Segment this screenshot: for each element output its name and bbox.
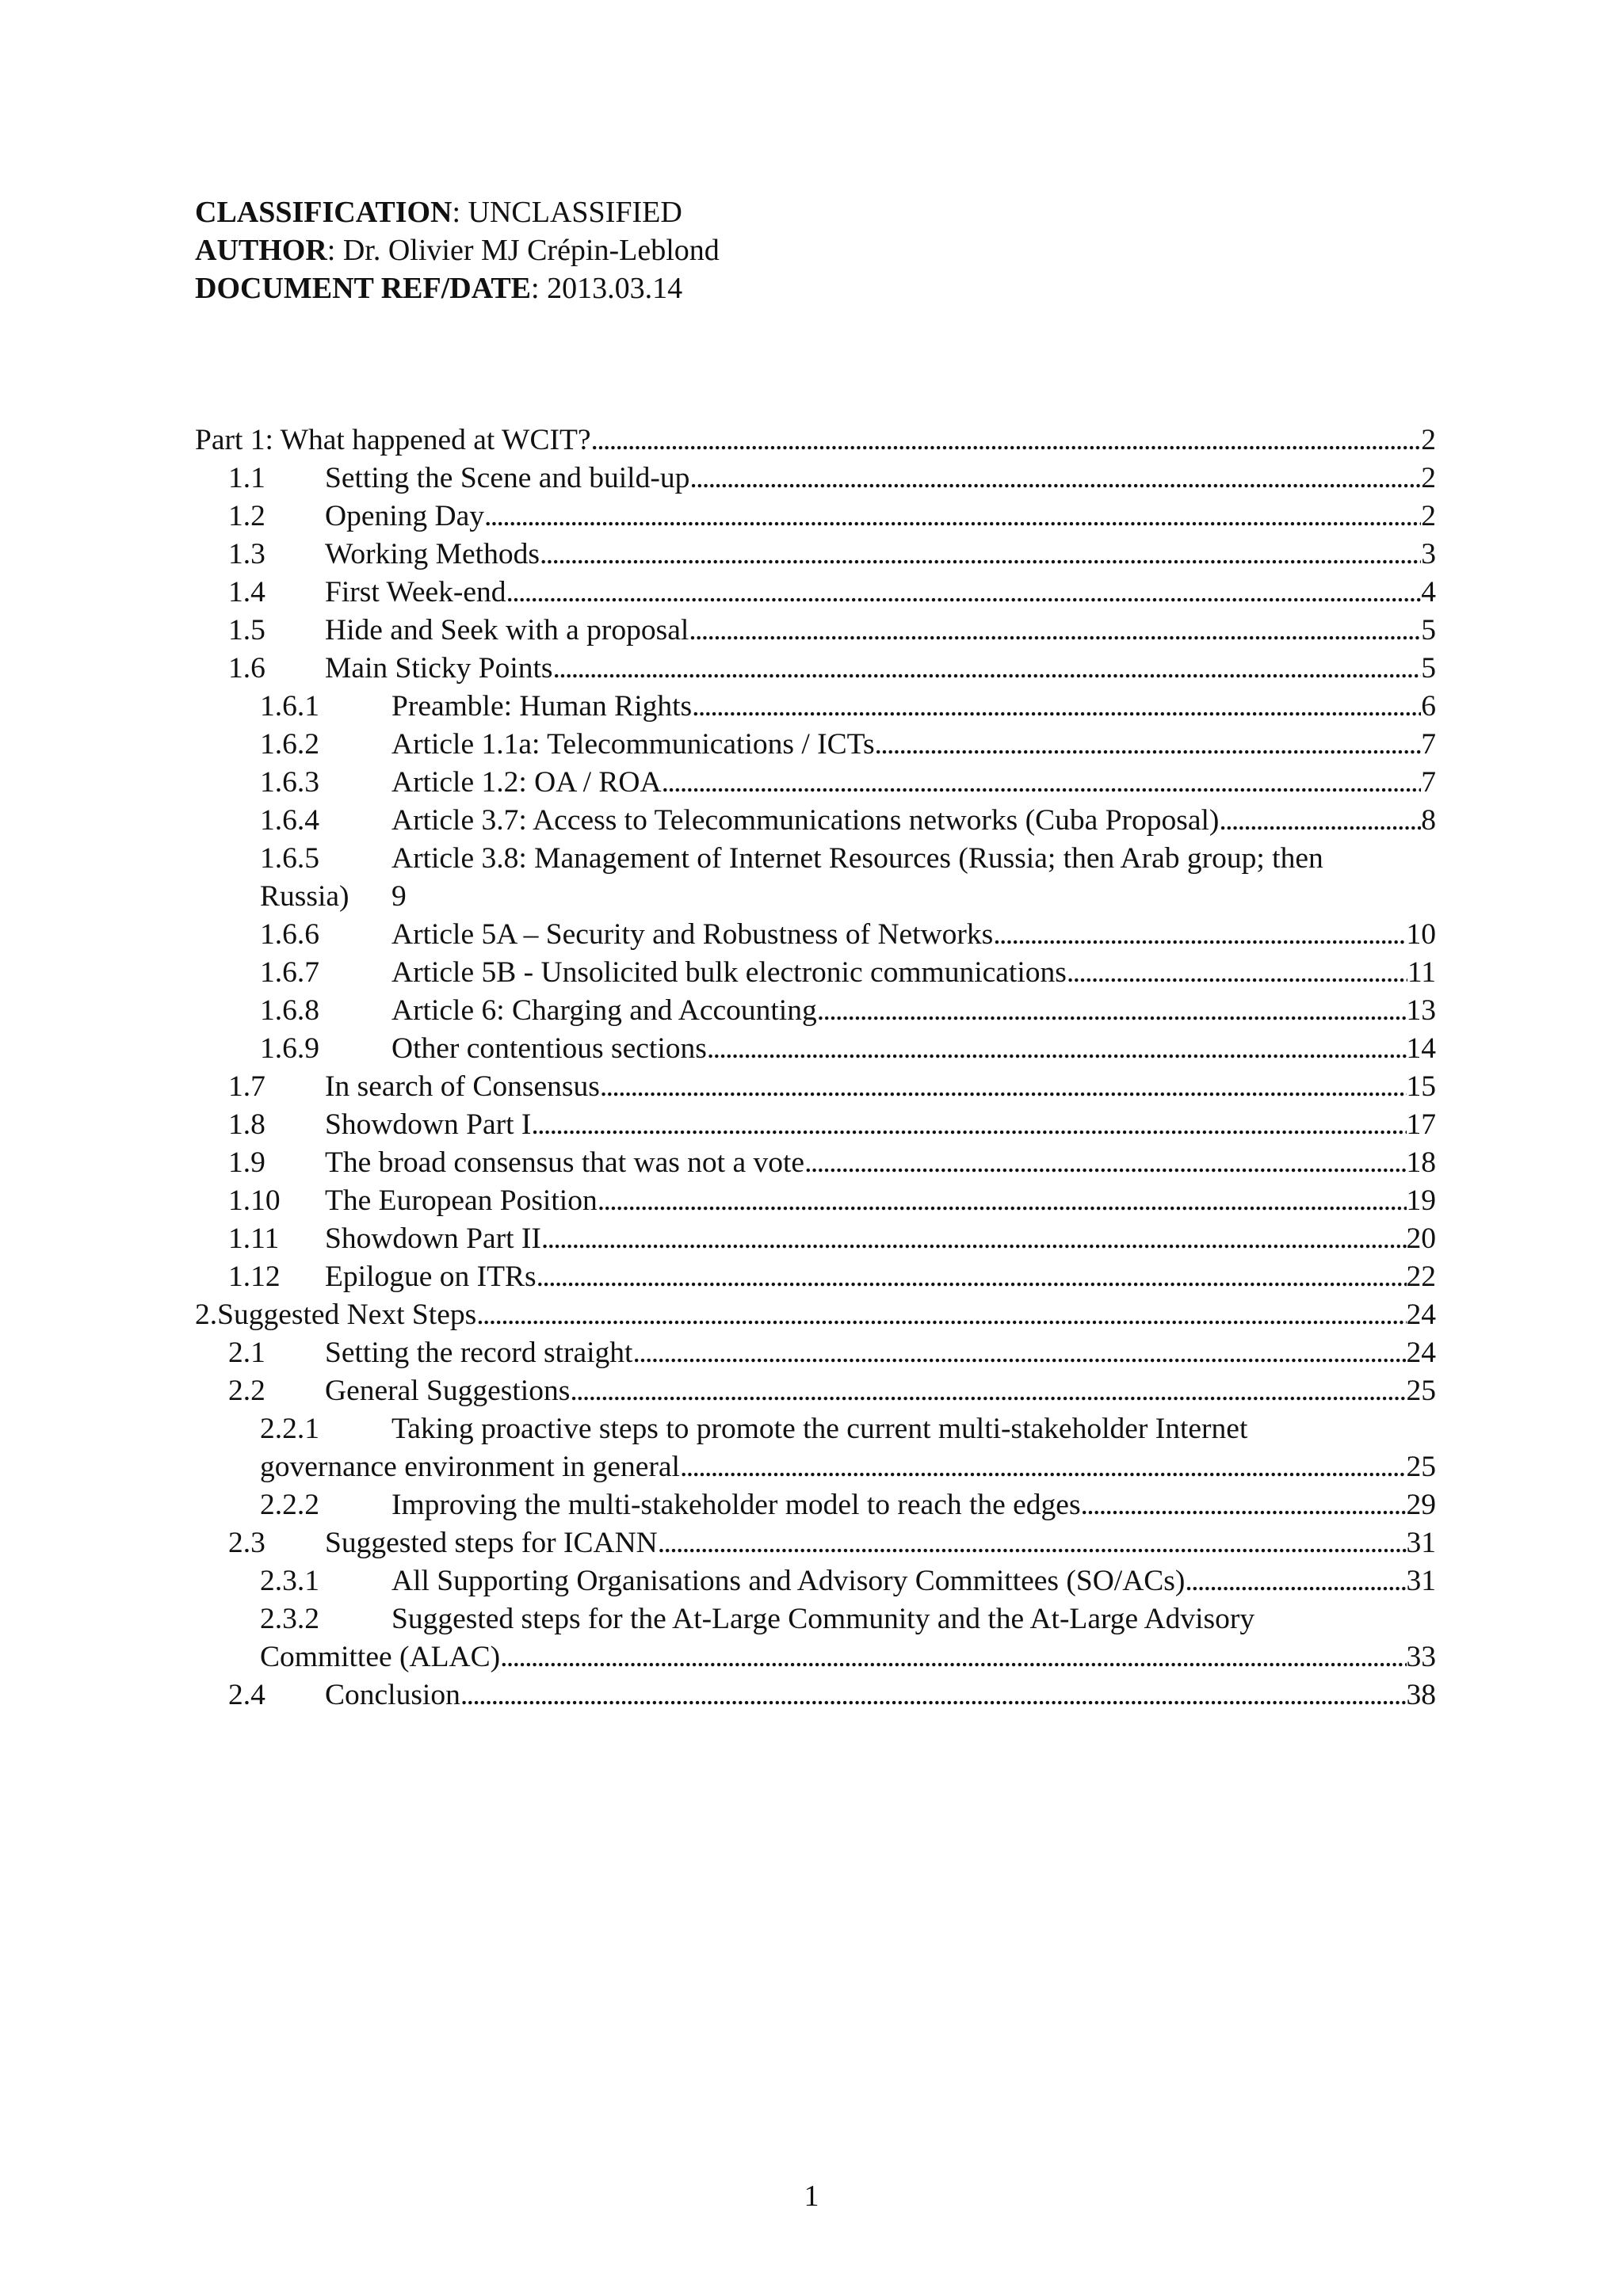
toc-entry-number: 1.2 — [228, 500, 265, 532]
toc-entry-number: 1.5 — [228, 614, 265, 646]
toc-leader — [484, 498, 1421, 536]
toc-entry-page: 4 — [1421, 576, 1436, 608]
toc-entry-continuation[interactable] — [195, 1448, 1436, 1486]
toc-entry-page: 38 — [1406, 1679, 1436, 1711]
toc-leader — [570, 1372, 1406, 1410]
toc-leader — [692, 688, 1421, 726]
toc-entry-continuation[interactable] — [195, 1638, 1436, 1676]
toc-entry-number: 2.1 — [228, 1337, 265, 1369]
toc-entry[interactable] — [195, 916, 1436, 954]
toc-entry[interactable] — [195, 1296, 1436, 1334]
toc-entry-continuation[interactable] — [195, 878, 1436, 916]
toc-entry-number: 1.6 — [228, 652, 265, 685]
toc-entry-page: 31 — [1406, 1527, 1436, 1559]
toc-entry-number: 1.3 — [228, 538, 265, 570]
toc-entry[interactable] — [195, 1144, 1436, 1182]
toc-entry-title: All Supporting Organisations and Advisory Committees (SO/ACs) — [391, 1565, 1186, 1597]
toc-entry[interactable] — [195, 1258, 1436, 1296]
toc-leader — [804, 1144, 1406, 1182]
toc-entry[interactable] — [195, 688, 1436, 726]
toc-entry-number: 1.6.1 — [260, 690, 319, 723]
toc-entry-page: 9 — [391, 880, 407, 913]
toc-leader — [1081, 1486, 1407, 1524]
toc-entry-number: 1.6.5 — [260, 842, 319, 875]
toc-entry-title: Epilogue on ITRs — [325, 1261, 537, 1293]
toc-entry-number: 1.6.8 — [260, 994, 319, 1027]
toc-entry-number: 2.3.1 — [260, 1565, 319, 1597]
toc-entry[interactable] — [195, 460, 1436, 498]
toc-entry-title: The European Position — [325, 1184, 598, 1217]
toc-entry[interactable] — [195, 498, 1436, 536]
toc-entry-title: General Suggestions — [325, 1375, 571, 1407]
toc-leader — [1067, 954, 1407, 992]
toc-entry-title: Setting the Scene and build-up — [325, 462, 690, 494]
toc-entry-title: Article 5B - Unsolicited bulk electronic communications — [391, 956, 1067, 989]
toc-entry-page: 8 — [1421, 804, 1436, 837]
toc-entry-title: First Week-end — [325, 576, 506, 608]
toc-entry-title: Article 6: Charging and Accounting — [391, 994, 817, 1027]
toc-entry[interactable] — [195, 764, 1436, 802]
toc-entry-number: 1.4 — [228, 576, 265, 608]
toc-leader — [591, 421, 1422, 460]
toc-leader — [707, 1030, 1407, 1068]
toc-entry-title: Hide and Seek with a proposal — [325, 614, 689, 646]
toc-entry-number: 1.6.7 — [260, 956, 319, 989]
author-label: AUTHOR — [195, 234, 327, 267]
toc-entry-number: 1.6.3 — [260, 766, 319, 799]
classification-line — [195, 193, 720, 231]
toc-entry[interactable] — [195, 1182, 1436, 1220]
toc-entry-title: Other contentious sections — [391, 1032, 707, 1065]
toc-leader — [1219, 802, 1421, 840]
toc-entry-title: The broad consensus that was not a vote — [325, 1146, 805, 1179]
toc-leader — [658, 1524, 1407, 1562]
toc-entry-title: Taking proactive steps to promote the current multi-stakeholder Internet — [391, 1413, 1248, 1445]
toc-entry[interactable] — [195, 1524, 1436, 1562]
toc-entry-page: 3 — [1421, 538, 1436, 570]
toc-entry[interactable] — [195, 1068, 1436, 1106]
toc-leader — [500, 1638, 1406, 1676]
toc-entry-number: 2.2.2 — [260, 1489, 319, 1521]
toc-entry[interactable] — [195, 726, 1436, 764]
docref-label: DOCUMENT REF/DATE — [195, 272, 532, 305]
toc-entry[interactable] — [195, 1600, 1436, 1638]
toc-entry[interactable] — [195, 1030, 1436, 1068]
toc-leader — [689, 612, 1421, 650]
toc-entry-title: Article 3.8: Management of Internet Resources (Russia; then Arab group; then — [391, 842, 1323, 875]
toc-entry-page: 29 — [1406, 1489, 1436, 1521]
toc-leader — [680, 1448, 1407, 1486]
toc-entry-title: Article 1.1a: Telecommunications / ICTs — [391, 728, 875, 761]
toc-entry-page: 17 — [1406, 1108, 1436, 1141]
toc-entry[interactable] — [195, 650, 1436, 688]
toc-entry-page: 7 — [1421, 766, 1436, 799]
toc-entry-page: 25 — [1406, 1375, 1436, 1407]
toc-entry-number: 1.10 — [228, 1184, 281, 1217]
toc-entry-page: 7 — [1421, 728, 1436, 761]
toc-entry-title: Article 3.7: Access to Telecommunications networks (Cuba Proposal) — [391, 804, 1220, 837]
toc-entry-title: Preamble: Human Rights — [391, 690, 693, 723]
toc-entry-title: Opening Day — [325, 500, 484, 532]
toc-entry[interactable] — [195, 1220, 1436, 1258]
toc-leader — [541, 1220, 1407, 1258]
toc-leader — [817, 992, 1407, 1030]
toc-entry-page: 31 — [1406, 1565, 1436, 1597]
toc-entry-number: 1.6.2 — [260, 728, 319, 761]
toc-leader — [875, 726, 1422, 764]
toc-entry-title: Working Methods — [325, 538, 540, 570]
toc-entry-page: 5 — [1421, 652, 1436, 685]
toc-entry-page: 13 — [1406, 994, 1436, 1027]
toc-entry-title: In search of Consensus — [325, 1070, 600, 1103]
toc-entry-number: 1.6.4 — [260, 804, 319, 837]
toc-entry-number: 2.2 — [228, 1375, 265, 1407]
toc-entry-page: 20 — [1406, 1222, 1436, 1255]
toc-entry-page: 18 — [1406, 1146, 1436, 1179]
toc-leader — [598, 1182, 1407, 1220]
toc-entry[interactable] — [195, 1486, 1436, 1524]
page-number: 1 — [804, 2180, 819, 2213]
toc-leader — [600, 1068, 1407, 1106]
toc-entry-page: 22 — [1406, 1261, 1436, 1293]
toc-leader — [632, 1334, 1406, 1372]
toc-entry-page: 14 — [1406, 1032, 1436, 1065]
toc-entry-title-cont: governance environment in general — [260, 1451, 680, 1483]
toc-leader — [662, 764, 1422, 802]
toc-leader — [537, 1258, 1407, 1296]
toc-entry-title: Suggested Next Steps — [217, 1299, 477, 1331]
toc-entry-number: 1.9 — [228, 1146, 265, 1179]
toc-entry[interactable] — [195, 1334, 1436, 1372]
toc-entry-page: 15 — [1406, 1070, 1436, 1103]
toc-leader — [531, 1106, 1406, 1144]
toc-entry-page: 33 — [1406, 1641, 1436, 1673]
toc-entry-number: 1.6.6 — [260, 918, 319, 951]
table-of-contents — [195, 421, 1436, 1714]
toc-entry-title: Article 1.2: OA / ROA — [391, 766, 662, 799]
author-line — [195, 231, 720, 269]
toc-entry[interactable] — [195, 1106, 1436, 1144]
classification-value: : UNCLASSIFIED — [452, 196, 682, 229]
docref-line — [195, 269, 720, 307]
toc-entry-title: Part 1: What happened at WCIT? — [195, 424, 591, 456]
toc-entry-page: 24 — [1406, 1299, 1436, 1331]
toc-entry[interactable] — [195, 1562, 1436, 1600]
toc-entry-page: 6 — [1421, 690, 1436, 723]
toc-entry-number: 2.2.1 — [260, 1413, 319, 1445]
toc-entry[interactable] — [195, 574, 1436, 612]
document-header — [195, 193, 720, 307]
toc-entry-number: 1.1 — [228, 462, 265, 494]
toc-entry-page: 19 — [1406, 1184, 1436, 1217]
toc-entry-number: 1.8 — [228, 1108, 265, 1141]
toc-entry-title: Showdown Part II — [325, 1222, 541, 1255]
toc-entry-title-cont: Russia) — [260, 880, 349, 913]
toc-entry[interactable] — [195, 1676, 1436, 1714]
docref-value: : 2013.03.14 — [531, 272, 683, 305]
toc-entry-page: 5 — [1421, 614, 1436, 646]
toc-leader — [553, 650, 1422, 688]
toc-leader — [689, 460, 1421, 498]
toc-leader — [506, 574, 1422, 612]
toc-entry-title: Suggested steps for the At-Large Community and the At-Large Advisory — [391, 1603, 1255, 1635]
toc-entry-number: 2.4 — [228, 1679, 265, 1711]
toc-entry-number: 1.6.9 — [260, 1032, 319, 1065]
toc-entry-title: Improving the multi-stakeholder model to reach the edges — [391, 1489, 1081, 1521]
toc-entry-page: 10 — [1406, 918, 1436, 951]
author-value: : Dr. Olivier MJ Crépin-Leblond — [327, 234, 720, 267]
toc-entry-title-cont: Committee (ALAC) — [260, 1641, 501, 1673]
classification-label: CLASSIFICATION — [195, 196, 453, 229]
toc-entry-title: Main Sticky Points — [325, 652, 553, 685]
toc-entry-number: 2. — [195, 1299, 218, 1331]
toc-entry-number: 2.3.2 — [260, 1603, 319, 1635]
toc-entry-title: Suggested steps for ICANN — [325, 1527, 658, 1559]
toc-leader — [460, 1676, 1407, 1714]
toc-entry[interactable] — [195, 421, 1436, 460]
toc-entry-page: 11 — [1407, 956, 1436, 989]
toc-entry-page: 2 — [1421, 424, 1436, 456]
toc-entry-number: 2.3 — [228, 1527, 265, 1559]
toc-entry-title: Conclusion — [325, 1679, 460, 1711]
toc-leader — [540, 536, 1421, 574]
toc-leader — [476, 1296, 1406, 1334]
toc-entry-title: Showdown Part I — [325, 1108, 532, 1141]
toc-leader — [1185, 1562, 1406, 1600]
toc-entry-page: 2 — [1421, 462, 1436, 494]
toc-entry[interactable] — [195, 802, 1436, 840]
toc-entry-page: 24 — [1406, 1337, 1436, 1369]
toc-entry[interactable] — [195, 1410, 1436, 1448]
toc-entry-title: Article 5A – Security and Robustness of Networks — [391, 918, 994, 951]
toc-entry-number: 1.7 — [228, 1070, 265, 1103]
toc-entry[interactable] — [195, 612, 1436, 650]
toc-entry[interactable] — [195, 1372, 1436, 1410]
toc-entry-title: Setting the record straight — [325, 1337, 633, 1369]
toc-entry[interactable] — [195, 954, 1436, 992]
toc-entry[interactable] — [195, 840, 1436, 878]
toc-leader — [993, 916, 1406, 954]
toc-entry-page: 25 — [1406, 1451, 1436, 1483]
toc-entry[interactable] — [195, 536, 1436, 574]
toc-entry[interactable] — [195, 992, 1436, 1030]
toc-entry-number: 1.11 — [228, 1222, 280, 1255]
toc-entry-number: 1.12 — [228, 1261, 281, 1293]
toc-entry-page: 2 — [1421, 500, 1436, 532]
